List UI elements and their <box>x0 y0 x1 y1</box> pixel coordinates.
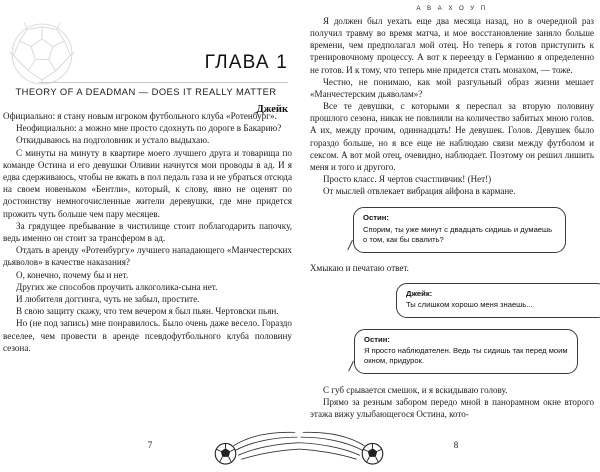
chat-thread <box>310 207 594 373</box>
left-page-body <box>3 110 292 354</box>
pov-name: Джейк <box>256 104 288 115</box>
paragraph: О, конечно, почему бы и нет. <box>16 269 129 280</box>
chat-bubble-jake-1[interactable] <box>396 283 600 318</box>
paragraph: Честно, не понимаю, как мой разгульный образ жизни мешает «Манчестерским дьяволам»? <box>310 76 594 99</box>
chat-bubble-austin-1[interactable] <box>353 207 566 252</box>
page-number-right: 8 <box>453 440 459 450</box>
paragraph: В свою защиту скажу, что тем вечером я был пьян. Чертовски пьян. <box>16 306 279 317</box>
paragraph: Прямо за резным забором передо мной в панорамном окне второго этажа вижу улыбающегося Остина, кото- <box>310 396 594 420</box>
chat-message: Спорим, ты уже минут с двадцать сидишь и думаешь о том, как бы свалить? <box>363 224 553 245</box>
chapter-divider <box>39 82 288 83</box>
paragraph: Все те девушки, с которыми я переспал за вторую половину прошлого сезона, никак не повлияли на количество забитых мною голов. А их, между прочим, одиннадцать! Не девушек. Голов. Девушек было гораздо больше, но я все еще не наблюдаю связи между футболом и сексом. А вот мой отец, очевидно, наблюдает. Поэтому он решил лишить меня и того и другого. <box>310 101 594 172</box>
paragraph: С минуты на минуту в квартире моего лучшего друга и товарища по команде Остина и его девушки Оливии начнутся мои проводы в ад. И я едва сдерживаюсь, чтобы не вжать в пол педаль газа и не убраться отсюда на своем новеньком «Бентли», который, к слову, явно не оценят по достоинству немногочисленные жители деревушки, где мне придется прожить чуть больше чем пару месяцев. <box>3 147 292 219</box>
chat-sender: Остин: <box>363 213 389 223</box>
chapter-subtitle: THEORY OF A DEADMAN — DOES IT REALLY MATTER <box>15 86 277 97</box>
page-right <box>300 0 600 472</box>
chat-bubble-austin-2[interactable] <box>354 329 578 374</box>
right-page-body-top <box>310 15 594 197</box>
paragraph: Я должен был уехать еще два месяца назад, но в очередной раз получил травму во время матча, и мое восстановление заняло больше времени, чем предполагал мой отец. Но теперь я готов приступить к тренировочному процессу. А вот к переезду в Германию я определенно не готов. И к тому, что теперь мне придется стать монахом, — тоже. <box>310 16 594 75</box>
paragraph: Но (не под запись) мне понравилось. Было очень даже весело. Гораздо веселее, чем провести в аренде псевдофутбольного клуба половину сезона. <box>3 318 292 353</box>
paragraph: Неофициально: а можно мне просто сдохнуть по дороге в Бакарию? <box>16 123 282 134</box>
chat-sender: Остин: <box>364 334 390 344</box>
paragraph: Официально: я стану новым игроком футбольного клуба «Ротенбург». <box>3 111 277 121</box>
right-page-body-bottom <box>310 384 594 420</box>
paragraph: Отдать в аренду «Ротенбургу» лучшего нападающего «Манчестерских дьяволов» в качестве наказания? <box>3 245 292 268</box>
soccer-ball-outline-icon <box>8 20 76 88</box>
narration-line: Хмыкаю и печатаю ответ. <box>310 262 409 273</box>
soccer-ball-motion-icon <box>300 430 392 468</box>
running-head: А В А Х О У П <box>416 5 488 12</box>
paragraph: От мыслей отвлекает вибрация айфона в кармане. <box>323 186 516 197</box>
chat-message: Ты слишком хорошо меня знаешь... <box>406 300 533 310</box>
soccer-ball-motion-icon <box>206 430 300 468</box>
chat-message: Я просто наблюдателен. Ведь ты сидишь так перед моим окном, придурок. <box>364 345 568 366</box>
chapter-title: ГЛАВА 1 <box>204 52 288 73</box>
paragraph: С губ срывается смешок, и я вскидываю голову. <box>323 384 508 395</box>
paragraph: И любителя доггинга, чуть не забыл, простите. <box>16 294 200 305</box>
paragraph: Просто класс. Я чертов счастливчик! (Нет!) <box>323 174 492 185</box>
page-number-left: 7 <box>147 440 153 450</box>
chat-sender: Джейк: <box>406 288 433 298</box>
paragraph: Откидываюсь на подголовник и устало выдыхаю. <box>16 135 210 146</box>
paragraph: Других же способов проучить алкоголика-сына нет. <box>16 281 218 292</box>
chapter-header <box>3 0 292 115</box>
paragraph: За грядущее пребывание в чистилище стоит поблагодарить папочку, ведь именно он стоит за трансфером в ад. <box>3 220 292 244</box>
